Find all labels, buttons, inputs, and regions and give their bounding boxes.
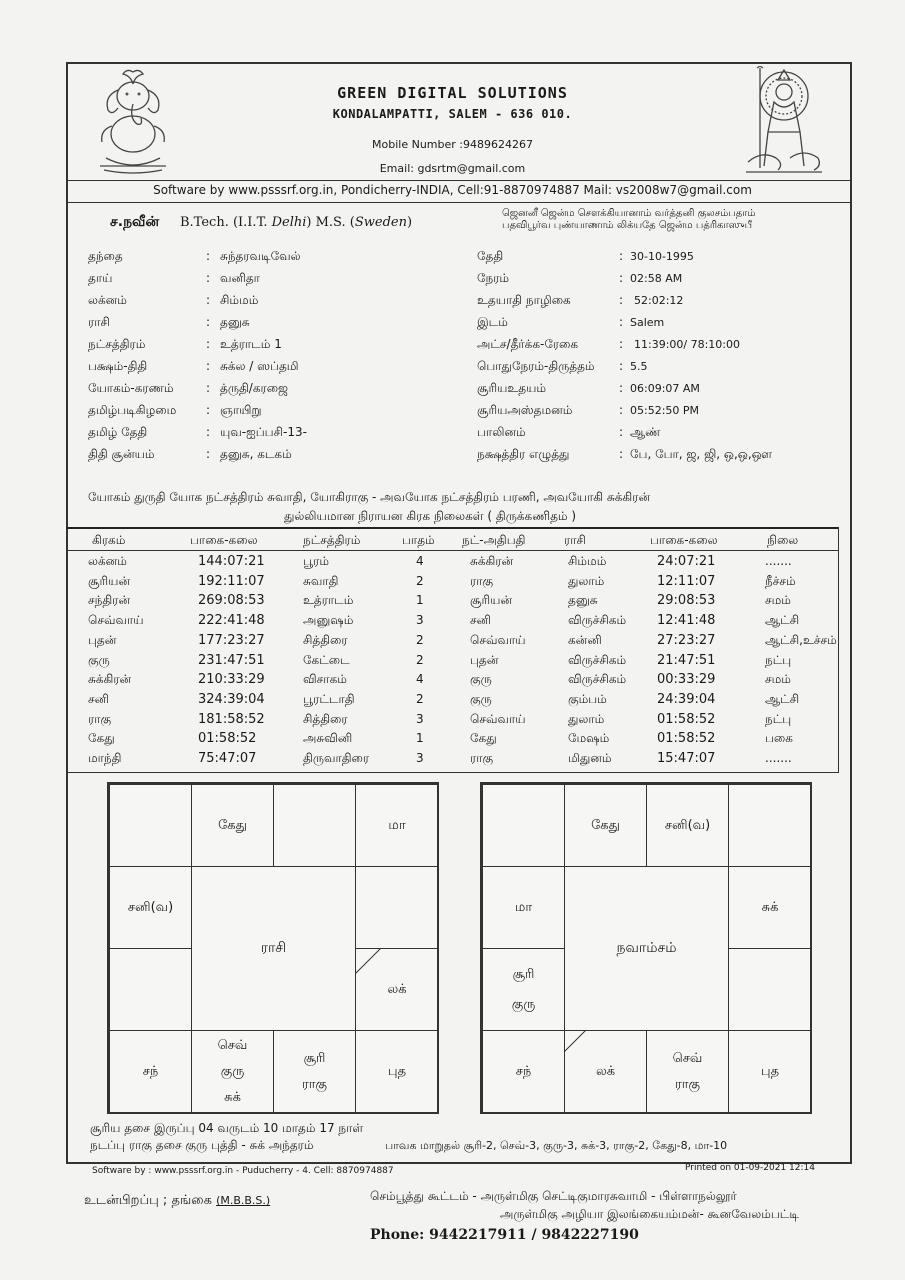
detail-value: 11:39:00/ 78:10:00 xyxy=(634,338,741,351)
qualification xyxy=(180,215,412,230)
table-cell: 192:11:07 xyxy=(198,573,265,589)
blessing-line-1: ஜெனனீ ஜென்ம சௌக்கியானாம் வர்த்தனி குலசம்பதாம் xyxy=(502,208,756,219)
detail-label: நக்ஷத்திர எழுத்து xyxy=(477,447,570,461)
company-name: GREEN DIGITAL SOLUTIONS xyxy=(337,84,568,102)
detail-label: சூரியஅஸ்தமனம் xyxy=(477,403,573,417)
planet-name: ராகு xyxy=(88,711,112,726)
planet-label: சுக் xyxy=(761,899,779,915)
chart-cell xyxy=(728,1030,812,1114)
detail-value: வனிதா xyxy=(220,271,260,285)
table-cell: 12:41:48 xyxy=(657,613,716,629)
table-cell: கும்பம் xyxy=(568,691,607,706)
planet-label: கேது xyxy=(591,817,620,833)
chart-cell xyxy=(109,866,192,949)
table-cell: ....... xyxy=(765,751,792,765)
table-cell: 3 xyxy=(416,751,424,765)
sibling-label: உடன்பிறப்பு ; தங்கை xyxy=(84,1193,212,1208)
planet-label: சந் xyxy=(515,1064,532,1079)
mobile-number: Mobile Number :9489624267 xyxy=(372,138,533,151)
detail-value: ஞாயிறு xyxy=(220,403,262,417)
table-cell: துலாம் xyxy=(568,573,605,588)
detail-value: சிம்மம் xyxy=(220,293,259,307)
colon: : xyxy=(619,315,624,329)
chart-cell xyxy=(728,784,812,867)
chart-cell xyxy=(273,784,356,867)
chart-cell xyxy=(646,1030,729,1114)
table-cell: 4 xyxy=(416,554,424,568)
column-header: கிரகம் xyxy=(92,533,126,547)
table-cell: சூரியன் xyxy=(470,593,513,608)
detail-value: சுக்ல / ஸப்தமி xyxy=(220,359,299,373)
table-cell: கேட்டை xyxy=(303,652,350,667)
chart-cell xyxy=(728,948,812,1031)
planet-label: சனி(வ) xyxy=(664,817,711,833)
sibling-degree: (M.B.B.S.) xyxy=(216,1194,271,1207)
table-cell: 2 xyxy=(416,691,424,706)
detail-value: 5.5 xyxy=(630,360,648,373)
table-cell: 3 xyxy=(416,711,424,726)
table-cell: நட்பு xyxy=(765,711,792,726)
chart-cell xyxy=(564,784,647,867)
planet-label: லக் xyxy=(595,1064,616,1079)
detail-label: யோகம்-கரணம் xyxy=(88,381,174,395)
planet-name: சனி xyxy=(88,691,109,706)
table-cell: சுவாதி xyxy=(303,573,339,588)
qualification-mid: ) M.S. ( xyxy=(306,215,355,230)
detail-label: இடம் xyxy=(477,315,508,329)
planet-label: லக் xyxy=(387,981,407,997)
detail-label: தந்தை xyxy=(88,249,123,263)
detail-label: தேதி xyxy=(477,249,504,263)
planet-label: சந் xyxy=(142,1064,159,1079)
detail-label: பாலினம் xyxy=(477,425,526,439)
column-header: நட்-அதிபதி xyxy=(462,533,526,547)
table-cell: விசாகம் xyxy=(303,672,347,687)
chart-cell xyxy=(191,1030,274,1114)
colon: : xyxy=(619,381,624,395)
planet-name: சூரியன் xyxy=(88,573,131,588)
table-cell: சமம் xyxy=(765,593,791,608)
detail-value: ஆண் xyxy=(630,425,661,439)
table-bottom-rule xyxy=(67,772,838,773)
detail-value: பே, போ, ஜ, ஜி, ஒ,ஒ,ஔ xyxy=(630,447,773,461)
chart-cell xyxy=(482,866,565,949)
planet-label: ராகு xyxy=(302,1077,327,1092)
table-cell: ராகு xyxy=(470,751,494,765)
table-cell: சுக்கிரன் xyxy=(470,554,514,568)
planet-label: குரு xyxy=(511,996,536,1012)
table-cell: 222:41:48 xyxy=(198,613,265,629)
table-cell: 27:23:27 xyxy=(657,632,716,648)
chart-cell xyxy=(482,784,565,867)
table-cell: 1 xyxy=(416,731,424,746)
table-cell: சித்திரை xyxy=(303,632,348,647)
navamsa-chart xyxy=(480,782,812,1114)
blessing-line-2: பதவிபூர்வ புண்யாணாம் லிக்யதே ஜென்ம பத்ரிகாஸுபீ xyxy=(502,220,753,231)
planet-name: லக்னம் xyxy=(88,554,127,568)
planet-label: புத xyxy=(387,1064,407,1079)
chart-cell xyxy=(109,948,192,1031)
table-cell: துலாம் xyxy=(568,711,605,726)
table-cell: 01:58:52 xyxy=(198,731,257,747)
table-cell: மிதுனம் xyxy=(568,751,612,765)
table-cell: புதன் xyxy=(470,652,499,667)
detail-value: Salem xyxy=(630,316,665,329)
chart-cell xyxy=(728,866,812,949)
column-header: நட்சத்திரம் xyxy=(303,533,361,547)
navamsa-center-label: நவாம்சம் xyxy=(616,939,677,956)
table-cell: ....... xyxy=(765,554,792,568)
detail-value: 06:09:07 AM xyxy=(630,382,700,395)
printed-on: Printed on 01-09-2021 12:14 xyxy=(685,1163,815,1173)
chart-cell xyxy=(355,866,439,949)
colon: : xyxy=(206,315,211,329)
colon: : xyxy=(619,425,624,439)
table-cell: 15:47:07 xyxy=(657,751,716,766)
bhava-changes: பாவக மாறுதல் சூரி-2, செவ்-3, குரு-3, சுக்-3, ராகு-2, கேது-8, மா-10 xyxy=(385,1139,728,1152)
detail-value: சுந்தரவடிவேல் xyxy=(220,249,301,263)
table-cell: சிம்மம் xyxy=(568,554,607,568)
chart-cell xyxy=(355,784,439,867)
table-cell: 3 xyxy=(416,613,424,628)
table-cell: மேஷம் xyxy=(568,731,610,746)
chart-cell xyxy=(109,1030,192,1114)
colon: : xyxy=(206,249,211,263)
chart-cell xyxy=(646,784,729,867)
table-cell: பகை xyxy=(765,731,793,746)
colon: : xyxy=(619,403,624,417)
lagna-marker xyxy=(564,1030,586,1052)
colon: : xyxy=(206,359,211,373)
table-cell: திருவாதிரை xyxy=(303,751,370,765)
detail-label: நேரம் xyxy=(477,271,510,285)
table-cell: பூரம் xyxy=(303,554,330,568)
qualification-suffix: ) xyxy=(406,215,413,230)
table-cell: 181:58:52 xyxy=(198,711,265,727)
detail-label: சூரியஉதயம் xyxy=(477,381,547,395)
colon: : xyxy=(619,447,624,461)
column-header: நிலை xyxy=(767,533,799,547)
table-cell: குரு xyxy=(470,672,492,687)
colon: : xyxy=(619,359,624,373)
detail-value: 05:52:50 PM xyxy=(630,404,700,417)
detail-value: த்ருதி/கரஜை xyxy=(220,381,289,395)
table-cell: பூரட்டாதி xyxy=(303,691,355,706)
table-cell: தனுசு xyxy=(568,593,598,608)
company-address: KONDALAMPATTI, SALEM - 636 010. xyxy=(332,107,573,121)
table-cell: 01:58:52 xyxy=(657,731,716,747)
colon: : xyxy=(206,447,211,461)
table-cell: 21:47:51 xyxy=(657,652,716,668)
colon: : xyxy=(619,271,624,285)
column-header: பாகை-கலை xyxy=(650,533,718,547)
table-cell: ஆட்சி,உச்சம் xyxy=(765,632,837,647)
planet-label: சூரி xyxy=(303,1051,326,1066)
chart-cell xyxy=(482,1030,565,1114)
email: Email: gdsrtm@gmail.com xyxy=(379,162,526,175)
table-cell: கேது xyxy=(470,731,497,746)
table-cell: குரு xyxy=(470,691,492,706)
detail-label: தாய் xyxy=(88,271,113,285)
colon: : xyxy=(619,337,624,351)
detail-label: உதயாதி நாழிகை xyxy=(477,293,571,307)
detail-label: திதி சூன்யம் xyxy=(88,447,155,461)
chart-cell xyxy=(273,1030,356,1114)
lagna-marker xyxy=(355,948,381,974)
table-cell: 210:33:29 xyxy=(198,672,265,688)
divider xyxy=(67,180,851,181)
table-cell: விருச்சிகம் xyxy=(568,672,627,687)
chart-cell xyxy=(482,948,565,1031)
table-cell: சமம் xyxy=(765,672,791,687)
detail-value: 02:58 AM xyxy=(630,272,683,285)
planet-name: குரு xyxy=(88,652,110,667)
table-cell: 2 xyxy=(416,573,424,588)
table-cell: 00:33:29 xyxy=(657,672,716,688)
rasi-center-label: ராசி xyxy=(260,939,287,956)
table-title: துல்லியமான நிராயன கிரக நிலைகள் ( திருக்கணிதம் ) xyxy=(283,509,577,523)
deity-line-2: அருள்மிகு அழியா இலங்கையம்மன்- கூனவேலம்பட்டி xyxy=(500,1207,799,1221)
table-cell: 324:39:04 xyxy=(198,691,265,707)
table-cell: 1 xyxy=(416,593,424,608)
colon: : xyxy=(206,271,211,285)
table-cell: 12:11:07 xyxy=(657,573,716,589)
table-cell: நட்பு xyxy=(765,652,792,667)
native-name: ச.நவீன் xyxy=(110,214,160,230)
planet-name: புதன் xyxy=(88,632,117,647)
table-cell: 4 xyxy=(416,672,424,687)
detail-value: 30-10-1995 xyxy=(630,250,694,263)
planet-name: சந்திரன் xyxy=(88,593,131,608)
colon: : xyxy=(206,337,211,351)
table-cell: சித்திரை xyxy=(303,711,348,726)
table-cell: 24:39:04 xyxy=(657,691,716,707)
column-header: பாகை-கலை xyxy=(190,533,258,547)
table-cell: செவ்வாய் xyxy=(470,711,526,726)
detail-value: தனுசு xyxy=(220,315,250,329)
table-header-rule xyxy=(67,550,838,551)
table-cell: 01:58:52 xyxy=(657,711,716,727)
table-cell: நீச்சம் xyxy=(765,573,796,588)
colon: : xyxy=(206,293,211,307)
dasa-current: நடப்பு ராகு தசை குரு புத்தி - சுக் அந்தரம் xyxy=(90,1138,314,1152)
planet-label: ராகு xyxy=(675,1077,700,1092)
deity-line-1: செம்பூத்து கூட்டம் - அருள்மிகு செட்டிகுமாரசுவாமி - பிள்ளாநல்லூர் xyxy=(370,1189,737,1203)
table-cell: 231:47:51 xyxy=(198,652,265,668)
detail-label: பொதுநேரம்-திருத்தம் xyxy=(477,359,595,373)
table-cell: ராகு xyxy=(470,573,494,588)
planet-label: குரு xyxy=(220,1064,245,1079)
planet-name: மாந்தி xyxy=(88,751,122,765)
planet-label: சனி(வ) xyxy=(127,899,174,915)
detail-label: தமிழ் தேதி xyxy=(88,425,148,439)
sibling-info xyxy=(84,1193,270,1209)
table-cell: விருச்சிகம் xyxy=(568,652,627,667)
qualification-prefix: B.Tech. (I.I.T. xyxy=(180,215,272,230)
table-cell: அசுவினி xyxy=(303,731,353,746)
planet-label: செவ் xyxy=(672,1051,703,1066)
software-credit: Software by www.psssrf.org.in, Pondicherry-INDIA, Cell:91-8870974887 Mail: vs2008w7@gmail.com xyxy=(153,183,752,197)
planet-name: கேது xyxy=(88,731,115,746)
detail-label: லக்னம் xyxy=(88,293,127,307)
table-cell: கன்னி xyxy=(568,632,602,647)
table-cell: 2 xyxy=(416,652,424,667)
planet-label: சுக் xyxy=(224,1090,241,1105)
table-cell: 177:23:27 xyxy=(198,632,265,648)
detail-value: யுவ-ஐப்பசி-13- xyxy=(220,425,307,439)
table-top-rule xyxy=(67,527,838,529)
planet-label: சூரி xyxy=(512,966,535,982)
colon: : xyxy=(206,381,211,395)
planet-label: செவ் xyxy=(217,1038,248,1053)
table-cell: செவ்வாய் xyxy=(470,632,526,647)
chart-cell xyxy=(109,784,192,867)
contact-phone: Phone: 9442217911 / 9842227190 xyxy=(370,1227,639,1243)
table-cell: விருச்சிகம் xyxy=(568,613,627,628)
detail-label: தமிழ்படிகிழமை xyxy=(88,403,177,417)
planet-label: கேது xyxy=(218,817,247,833)
table-cell: 24:07:21 xyxy=(657,554,716,569)
table-cell: சனி xyxy=(470,613,491,628)
chart-cell xyxy=(191,784,274,867)
table-cell: அனுஷம் xyxy=(303,613,354,628)
planet-label: புத xyxy=(760,1064,780,1079)
yoga-line: யோகம் துருதி யோக நட்சத்திரம் சுவாதி, யோகிராகு - அவயோக நட்சத்திரம் பரணி, அவயோகி சுக்கிரன் xyxy=(88,490,651,504)
table-cell: 2 xyxy=(416,632,424,647)
divider xyxy=(67,202,851,203)
table-right-edge xyxy=(838,527,839,773)
table-cell: 269:08:53 xyxy=(198,593,265,609)
table-cell: ஆட்சி xyxy=(765,691,800,706)
dasa-balance: சூரிய தசை இருப்பு 04 வருடம் 10 மாதம் 17 நாள் xyxy=(90,1121,364,1135)
chart-cell xyxy=(355,1030,439,1114)
table-cell: 29:08:53 xyxy=(657,593,716,609)
detail-label: அட்ச/தீர்க்க-ரேகை xyxy=(477,337,579,351)
detail-label: பக்ஷம்-திதி xyxy=(88,359,148,373)
table-cell: 144:07:21 xyxy=(198,554,265,569)
colon: : xyxy=(619,293,624,307)
qualification-delhi: Delhi xyxy=(271,215,307,230)
table-cell: ஆட்சி xyxy=(765,613,800,628)
planet-name: சுக்கிரன் xyxy=(88,672,132,687)
qualification-sweden: Sweden xyxy=(354,215,407,230)
column-header: பாதம் xyxy=(402,533,435,547)
rasi-chart xyxy=(107,782,439,1114)
planet-label: மா xyxy=(514,899,533,915)
column-header: ராசி xyxy=(564,533,586,547)
ganesha-icon xyxy=(92,66,174,176)
table-cell: உத்ராடம் xyxy=(303,593,354,608)
detail-value: தனுசு, கடகம் xyxy=(220,447,292,461)
table-cell: 75:47:07 xyxy=(198,751,257,766)
colon: : xyxy=(619,249,624,263)
detail-label: நட்சத்திரம் xyxy=(88,337,146,351)
detail-value: 52:02:12 xyxy=(634,294,684,307)
colon: : xyxy=(206,425,211,439)
detail-label: ராசி xyxy=(88,315,110,329)
footer-software: Software by : www.psssrf.org.in - Puducherry - 4. Cell: 8870974887 xyxy=(92,1166,394,1176)
detail-value: உத்ராடம் 1 xyxy=(220,337,282,351)
planet-label: மா xyxy=(388,817,406,833)
colon: : xyxy=(206,403,211,417)
planet-name: செவ்வாய் xyxy=(88,613,144,628)
